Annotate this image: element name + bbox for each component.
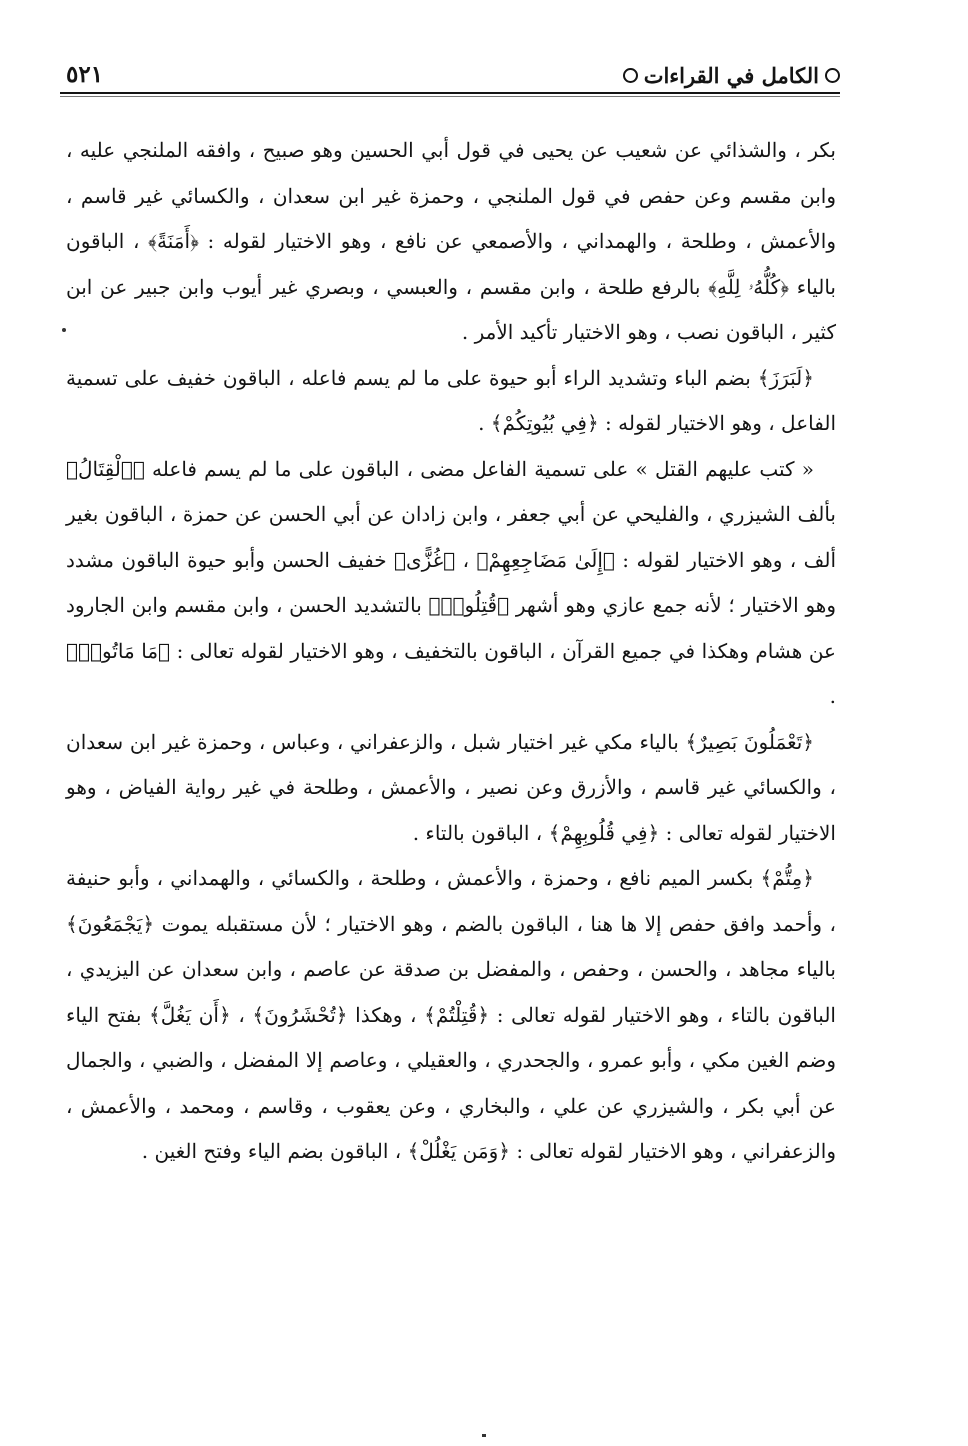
ring-ornament-icon bbox=[825, 68, 840, 83]
header-rule bbox=[60, 92, 840, 94]
paragraph: ﴿مِتُّمْ﴾ بكسر الميم نافع ، وحمزة ، والأعمش ، وطلحة ، والكسائي ، والهمداني ، وأبو حنيفة ، وأحمد وافق حفص إلا ها هنا ، الباقون بالضم ، وهو الاختيار ؛ لأن مستقبله يموت ﴿يَجْمَعُونَ﴾ بالياء مجاهد ، والحسن ، وحفص ، والمفضل بن صدقة عن عاصم ، وابن سعدان عن اليزيدي ، الباقون بالتاء ، وهو الاختيار لقوله تعالى : ﴿قُتِلْتُمْ﴾ ، وهكذا ﴿تُحْشَرُونَ﴾ ، ﴿أَن يَغُلَّ﴾ بفتح الياء وضم الغين مكي ، وأبو عمرو ، والجحدري ، والعقيلي ، وعاصم إلا المفضل ، والضبي ، والجمال عن أبي بكر ، والشيزري عن علي ، والبخاري ، وعن يعقوب ، وقاسم ، ومحمد ، والأعمش ، والزعفراني ، وهو الاختيار لقوله تعالى : ﴿وَمَن يَغْلُلْ﴾ ، الباقون بضم الياء وفتح الغين . bbox=[66, 866, 836, 1163]
paragraph: بكر ، والشذائي عن شعيب عن يحيى في قول أبي الحسين وهو صبيح ، وافقه الملنجي عليه ، وابن مقسم وعن حفص في قول الملنجي ، وحمزة غير ابن سعدان ، والكسائي غير قاسم ، والأعمش ، وطلحة ، والهمداني ، والأصمعي عن نافع ، وهو الاختيار لقوله : ﴿أَمَنَةً﴾ ، الباقون بالياء ﴿كُلُّهُۥ لِلَّهِ﴾ بالرفع طلحة ، وابن مقسم ، والعبسي ، وبصري غير أيوب وابن جبير عن ابن كثير ، الباقون نصب ، وهو الاختيار تأكيد الأمر . bbox=[66, 138, 836, 344]
header-rule-thin bbox=[60, 96, 840, 97]
ring-ornament-icon bbox=[623, 68, 638, 83]
page-body bbox=[66, 128, 836, 1175]
running-title bbox=[623, 63, 840, 88]
paragraph: ﴿لَبَرَزَ﴾ بضم الباء وتشديد الراء أبو حيوة على ما لم يسم فاعله ، الباقون خفيف على تسمية الفاعل ، وهو الاختيار لقوله : ﴿فِي بُيُوتِكُمْ﴾ . bbox=[66, 365, 836, 435]
running-title-text: الكامل في القراءات bbox=[643, 63, 819, 88]
page-number: ٥٢١ bbox=[66, 61, 104, 88]
page-header bbox=[66, 52, 840, 88]
footer-mark bbox=[482, 1434, 486, 1437]
paragraph: ﴿تَعْمَلُونَ بَصِيرٌ﴾ بالياء مكي غير اختيار شبل ، والزعفراني ، وعباس ، وحمزة غير ابن سعدان ، والكسائي غير قاسم ، والأزرق وعن نصير ، والأعمش ، وطلحة في غير رواية الفياض ، وهو الاختيار لقوله تعالى : ﴿فِي قُلُوبِهِمْ﴾ ، الباقون بالتاء . bbox=[66, 729, 836, 845]
paragraph: « كتب عليهم القتل » على تسمية الفاعل مضى ، الباقون على ما لم يسم فاعله ﴿ٱلْقِتَالُ﴾ بألف الشيزري ، والفليحي عن أبي جعفر ، وابن زادان عن أبي الحسن عن حمزة ، الباقون بغير ألف ، وهو الاختيار لقوله : ﴿إِلَىٰ مَضَاجِعِهِمْ﴾ ، ﴿غُزًّى﴾ خفيف الحسن وأبو حيوة الباقون مشدد وهو الاختيار ؛ لأنه جمع عازي وهو أشهر ﴿قُتِلُوا۟﴾ بالتشديد الحسن ، وابن مقسم وابن الجارود عن هشام وهكذا في جميع القرآن ، الباقون بالتخفيف ، وهو الاختيار لقوله تعالى : ﴿مَا مَاتُوا۟﴾ . bbox=[66, 456, 836, 708]
